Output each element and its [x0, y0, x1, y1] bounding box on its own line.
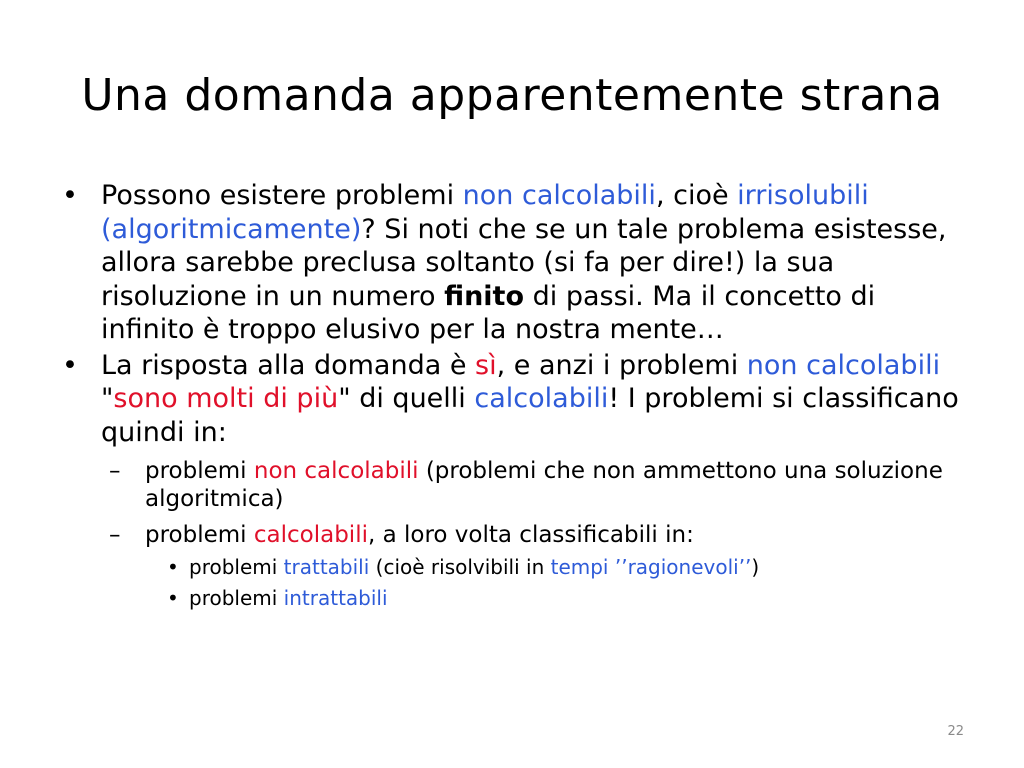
- slide-content: [60, 179, 960, 611]
- slide-title: Una domanda apparentemente strana: [81, 70, 943, 121]
- bullet-text: , cioè: [655, 180, 738, 211]
- sub-bullet-text: problemi: [145, 522, 254, 548]
- sub-sub-bullet-tractable: [145, 555, 960, 580]
- bold-text: finito: [444, 280, 525, 312]
- highlight-text: non calcolabili: [462, 180, 656, 211]
- bullet-text: ! I problemi si classificano quindi in:: [101, 383, 959, 448]
- bullet-text: Possono esistere problemi: [101, 180, 463, 211]
- sub-sub-bullet-text: problemi: [189, 586, 284, 610]
- dash-icon: –: [109, 458, 121, 484]
- bullet-item-answer: [60, 349, 960, 450]
- sub-bullet-text: (problemi che non ammettono una soluzione algoritmica): [145, 458, 943, 512]
- highlight-text: non calcolabili: [746, 349, 941, 381]
- sub-sub-bullet-text: ): [751, 555, 760, 579]
- bullet-text: " di quelli: [338, 383, 475, 414]
- bullet-text: ? Si noti che se un tale problema esistesse, allora sarebbe preclusa soltanto (si fa per dire!) la sua risoluzione in un numero: [101, 213, 947, 312]
- bullet-text: La risposta alla domanda è: [101, 349, 476, 381]
- bullet-text: di passi. Ma il concetto di infinito è troppo elusivo per la nostra mente…: [101, 280, 876, 345]
- sub-bullet-computable: [101, 521, 960, 549]
- highlight-text: non calcolabili: [253, 458, 419, 484]
- bullet-icon: •: [62, 349, 78, 381]
- highlight-text: intrattabili: [283, 586, 388, 610]
- page-number: 22: [947, 724, 964, 739]
- sub-sub-bullet-text: problemi: [189, 555, 284, 579]
- highlight-text: calcolabili: [253, 522, 368, 548]
- bullet-text: ": [101, 383, 114, 414]
- bullet-icon: •: [62, 180, 78, 211]
- bullet-icon: •: [167, 586, 179, 610]
- sub-bullet-non-computable: [101, 457, 960, 513]
- sub-bullet-text: problemi: [145, 458, 254, 484]
- highlight-text: calcolabili: [474, 383, 609, 414]
- highlight-text: sono molti di più: [113, 383, 339, 414]
- bullet-item-non-computable: [60, 179, 960, 347]
- bullet-icon: •: [167, 555, 179, 579]
- highlight-text: trattabili: [283, 555, 370, 579]
- sub-sub-bullet-text: (cioè risolvibili in: [369, 555, 551, 579]
- sub-sub-bullet-intractable: [145, 586, 960, 611]
- highlight-text: tempi ’’ragionevoli’’: [550, 555, 752, 579]
- sub-bullet-text: , a loro volta classificabili in:: [367, 522, 694, 548]
- highlight-text: irrisolubili (algoritmicamente): [101, 180, 869, 245]
- dash-icon: –: [109, 522, 121, 548]
- highlight-text: sì: [475, 349, 497, 381]
- bullet-text: , e anzi i problemi: [496, 349, 747, 381]
